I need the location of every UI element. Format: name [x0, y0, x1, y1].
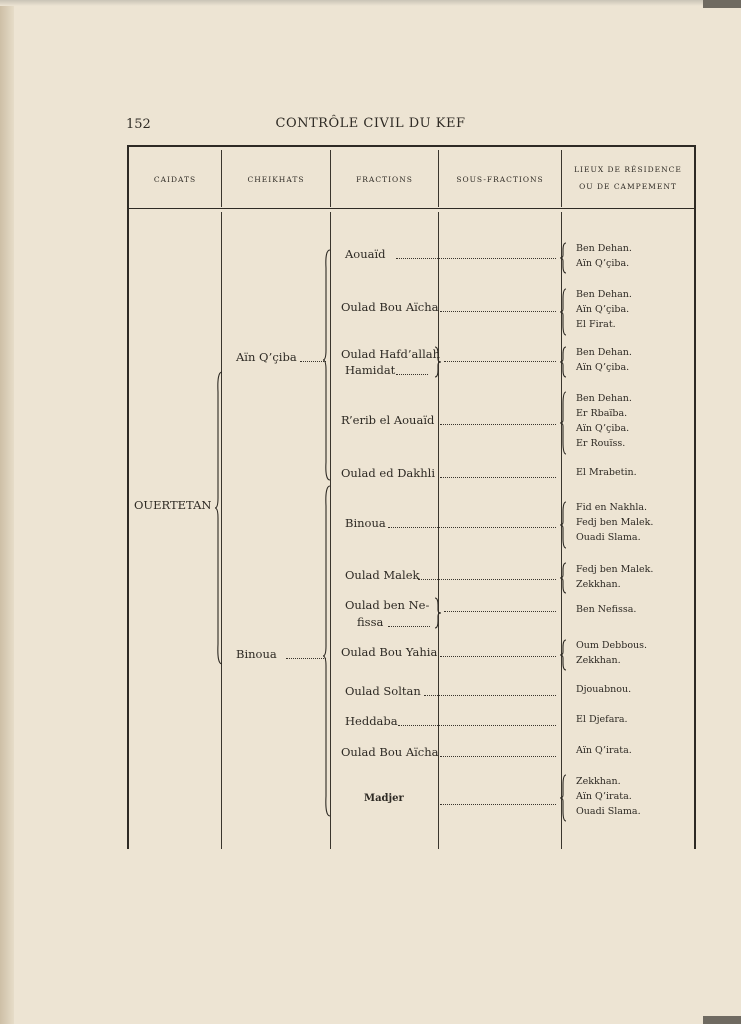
caidat-brace [214, 372, 224, 664]
fraction-name: Oulad Bou Aïcha [341, 745, 439, 759]
header-caidats: CAIDATS [153, 175, 197, 184]
leader-dots [440, 756, 556, 757]
places-brace [559, 640, 567, 670]
place-name: Djouabnou. [576, 684, 632, 695]
fraction-name: Hamidat [345, 363, 396, 377]
place-name: Aïn Q’irata. [576, 791, 632, 802]
places-brace [559, 243, 567, 273]
place-name: Ben Dehan. [576, 243, 632, 254]
place-name: Zekkhan. [576, 579, 621, 590]
leader-dots [396, 374, 428, 375]
place-name: Oum Debbous. [576, 640, 648, 651]
place-name: Fedj ben Malek. [576, 564, 654, 575]
places-brace [559, 563, 567, 593]
fraction-name: R’erib el Aouaïd [341, 413, 435, 427]
header-fractions: FRACTIONS [356, 175, 413, 184]
place-name: Aïn Q’çiba. [576, 423, 630, 434]
fraction-brace [434, 598, 442, 628]
place-name: Aïn Q’çiba. [576, 258, 630, 269]
place-name: Fedj ben Malek. [576, 517, 654, 528]
fraction-name: Oulad ed Dakhli [341, 466, 436, 480]
leader-dots [388, 527, 556, 528]
place-name: Ouadi Slama. [576, 806, 641, 817]
header-lieux-line2: OU DE CAMPEMENT [579, 182, 677, 191]
place-name: Aïn Q’çiba. [576, 362, 630, 373]
leader-dots [424, 695, 556, 696]
page-gutter-shadow [0, 0, 14, 1024]
fraction-name: Binoua [345, 516, 386, 530]
place-name: Ben Dehan. [576, 393, 632, 404]
cheikhat-name: Aïn Q’çiba [236, 350, 297, 364]
places-brace [559, 502, 567, 548]
fraction-name: Heddaba [345, 714, 398, 728]
scan-corner-mark [703, 1016, 741, 1024]
place-name: Er Rbaïba. [576, 408, 628, 419]
leader-dots [440, 656, 556, 657]
header-rule [129, 208, 694, 209]
fraction-name: Aouaïd [345, 247, 386, 261]
header-sous-fractions: SOUS-FRACTIONS [456, 175, 544, 184]
leader-dots [440, 424, 556, 425]
leader-dots [286, 658, 326, 659]
fraction-name: Oulad Bou Yahia [341, 645, 438, 659]
place-name: Ben Nefissa. [576, 604, 637, 615]
header-cheikhats: CHEIKHATS [247, 175, 305, 184]
cheikhat-name: Binoua [236, 647, 277, 661]
place-name: Er Rouïss. [576, 438, 626, 449]
leader-dots [388, 626, 430, 627]
cheikhat-brace [322, 250, 332, 480]
leader-dots [444, 611, 556, 612]
table-border-right [694, 145, 696, 849]
page-number: 152 [126, 117, 151, 132]
cheikhat-brace [322, 486, 332, 816]
table-border-left [127, 145, 129, 849]
places-brace [559, 289, 567, 335]
places-brace [559, 392, 567, 454]
fraction-brace [434, 347, 442, 377]
fraction-name: fissa [357, 615, 384, 629]
leader-dots [440, 311, 556, 312]
leader-dots [398, 725, 556, 726]
places-brace [559, 347, 567, 377]
place-name: Ouadi Slama. [576, 532, 641, 543]
place-name: Zekkhan. [576, 776, 621, 787]
place-name: El Djefara. [576, 714, 628, 725]
fraction-name: Oulad Malek [345, 568, 420, 582]
page-top-edge [0, 0, 741, 6]
leader-dots [418, 579, 556, 580]
fraction-name: Oulad Bou Aïcha [341, 300, 439, 314]
leader-dots [440, 804, 556, 805]
header-lieux-line1: LIEUX DE RÉSIDENCE [574, 165, 682, 174]
place-name: Ben Dehan. [576, 347, 632, 358]
fraction-name: Madjer [364, 793, 404, 804]
leader-dots [440, 477, 556, 478]
leader-dots [396, 258, 556, 259]
fraction-name: Oulad Hafd’allah [341, 347, 441, 361]
caidat-name: OUERTETAN [134, 498, 212, 512]
place-name: Aïn Q’çiba. [576, 304, 630, 315]
places-brace [559, 775, 567, 821]
place-name: Aïn Q’irata. [576, 745, 632, 756]
running-title: CONTRÔLE CIVIL DU KEF [275, 116, 466, 131]
place-name: El Mrabetin. [576, 467, 637, 478]
place-name: Ben Dehan. [576, 289, 632, 300]
place-name: El Firat. [576, 319, 616, 330]
scan-corner-mark [703, 0, 741, 8]
place-name: Fid en Nakhla. [576, 502, 648, 513]
fraction-name: Oulad Soltan [345, 684, 421, 698]
leader-dots [444, 361, 556, 362]
fraction-name: Oulad ben Ne- [345, 598, 430, 612]
place-name: Zekkhan. [576, 655, 621, 666]
